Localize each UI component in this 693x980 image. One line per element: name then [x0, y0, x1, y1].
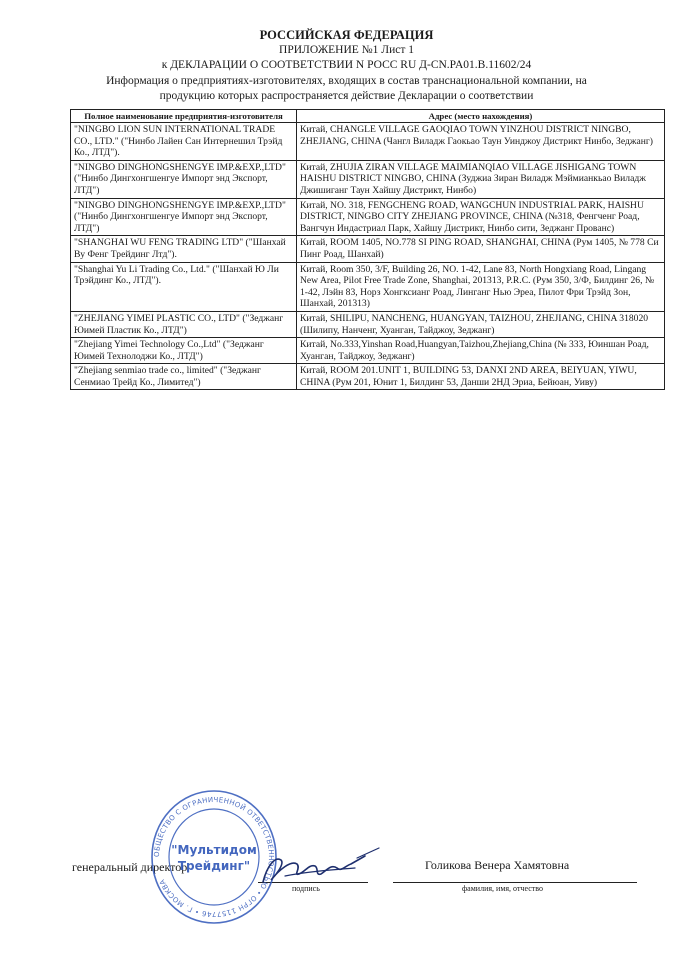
- manufacturer-name: "NINGBO DINGHONGSHENGYE IMP.&EXP.,LTD" ("Нинбо Дингхонгшенгуе Импорт энд Экспорт, ЛТД"): [71, 198, 297, 236]
- manufacturers-table: [70, 109, 665, 390]
- manufacturer-name: "Zhejiang senmiao trade co., limited" ("Зеджанг Сенмиао Трейд Ко., Лимитед"): [71, 364, 297, 390]
- manufacturer-address: Китай, Room 350, 3/F, Building 26, NO. 1-42, Lane 83, North Hongxiang Road, Lingang New Area, Pilot Free Trade Zone, Shanghai, 201313, P.R.C. (Рум 350, 3/Ф, Билдинг 26, № 1-42, Лэйн 83, Норз Хонгксианг Роад, Линганг Нью Эреа, Пилот Фри Трэйд Зон, Шанхай, 201313): [297, 262, 665, 311]
- manufacturer-address: Китай, CHANGLE VILLAGE GAOQIAO TOWN YINZHOU DISTRICT NINGBO, ZHEJIANG, CHINA (Чангл Виладж Гаокьао Таун Уинджоу Дистрикт Нинбо, Зеджанг): [297, 123, 665, 161]
- info-line-2: продукцию которых распространяется действие Декларации о соответствии: [159, 90, 534, 102]
- svg-text:ОБЩЕСТВО С ОГРАНИЧЕННОЙ ОТВЕТС: [153, 796, 275, 918]
- stamp-center-line-1: "Мультидом: [171, 843, 257, 857]
- manufacturer-name: "SHANGHAI WU FENG TRADING LTD" ("Шанхай Ву Фенг Трейдинг Лтд").: [71, 236, 297, 262]
- manufacturer-address: Китай, ROOM 201.UNIT 1, BUILDING 53, DANXI 2ND AREA, BEIYUAN, YIWU, CHINA (Рум 201, Юнит 1, Билдинг 53, Данши 2НД Эриа, Бейюан, Уиву): [297, 364, 665, 390]
- table-row: [71, 311, 665, 337]
- manufacturer-address: Китай, NO. 318, FENGCHENG ROAD, WANGCHUN INDUSTRIAL PARK, HAISHU DISTRICT, NINGBO CITY ZHEJIANG PROVINCE, CHINA (№318, Фенгченг Роад, Вангчун Индастриал Парк, Хайшу Дистрикт, Нинбо сити, Зеджанг Прованс): [297, 198, 665, 236]
- table-row: [71, 338, 665, 364]
- signature-line: [258, 882, 368, 883]
- manufacturer-address: Китай, ZHUJIA ZIRAN VILLAGE MAIMIANQIAO VILLAGE JISHIGANG TOWN HAISHU DISTRICT NINGBO, CHINA (Зуджиа Зиран Виладж Мэймианкьао Виладж Джишиганг Таун Хайшу Дистрикт, Нинбо): [297, 160, 665, 198]
- manufacturer-name: "NINGBO DINGHONGSHENGYE IMP.&EXP.,LTD" ("Нинбо Дингхонгшенгуе Импорт энд Экспорт, ЛТД"): [71, 160, 297, 198]
- document-title: РОССИЙСКАЯ ФЕДЕРАЦИЯ: [259, 28, 434, 42]
- table-row: [71, 198, 665, 236]
- stamp-center-line-2: Трейдинг": [177, 859, 251, 873]
- signer-role: генеральный директор: [72, 860, 188, 874]
- table-row: [71, 123, 665, 161]
- manufacturer-name: "Zhejiang Yimei Technology Co.,Ltd" ("Зеджанг Юимей Технолоджи Ко., ЛТД"): [71, 338, 297, 364]
- table-row: [71, 364, 665, 390]
- signer-name: Голикова Венера Хамятовна: [425, 858, 570, 872]
- name-caption: фамилия, имя, отчество: [462, 884, 543, 893]
- table-row: [71, 236, 665, 262]
- table-header-row: [71, 110, 665, 123]
- manufacturer-name: "ZHEJIANG YIMEI PLASTIC CO., LTD" ("Зеджанг Юимей Пластик Ко., ЛТД"): [71, 311, 297, 337]
- appendix-label: ПРИЛОЖЕНИЕ №1 Лист 1: [279, 44, 414, 56]
- declaration-reference: к ДЕКЛАРАЦИИ О СООТВЕТСТВИИ N РОСС RU Д-CN.PA01.B.11602/24: [161, 59, 532, 71]
- column-header-address: Адрес (место нахождения): [297, 110, 665, 123]
- signature-caption: подпись: [292, 884, 320, 893]
- table-row: [71, 160, 665, 198]
- column-header-name: Полное наименование предприятия-изготовителя: [71, 110, 297, 123]
- table-row: [71, 262, 665, 311]
- company-seal-stamp: [148, 786, 280, 928]
- manufacturer-address: Китай, ROOM 1405, NO.778 SI PING ROAD, SHANGHAI, CHINA (Рум 1405, № 778 Си Пинг Роад, Шанхай): [297, 236, 665, 262]
- manufacturer-name: "Shanghai Yu Li Trading Co., Ltd." ("Шанхай Ю Ли Трэйдинг Ко., ЛТД").: [71, 262, 297, 311]
- stamp-ring-text: ОБЩЕСТВО С ОГРАНИЧЕННОЙ ОТВЕТСТВЕННОСТЬЮ • ОГРН 1157746 • Г. МОСКВА: [152, 795, 276, 919]
- manufacturer-address: Китай, No.333,Yinshan Road,Huangyan,Taizhou,Zhejiang,China (№ 333, Юиншан Роад, Хуанган, Тайджоу, Зеджанг): [297, 338, 665, 364]
- manufacturer-address: Китай, SHILIPU, NANCHENG, HUANGYAN, TAIZHOU, ZHEJIANG, CHINA 318020 (Шилипу, Нанченг, Хуанган, Тайджоу, Зеджанг): [297, 311, 665, 337]
- name-line: [393, 882, 637, 883]
- info-line-1: Информация о предприятиях-изготовителях, входящих в состав транснациональной компании, на: [106, 75, 587, 87]
- manufacturer-name: "NINGBO LION SUN INTERNATIONAL TRADE CO., LTD." ("Нинбо Лайен Сан Интернешил Трэйд Ко., ЛТД").: [71, 123, 297, 161]
- handwritten-signature: [245, 846, 385, 890]
